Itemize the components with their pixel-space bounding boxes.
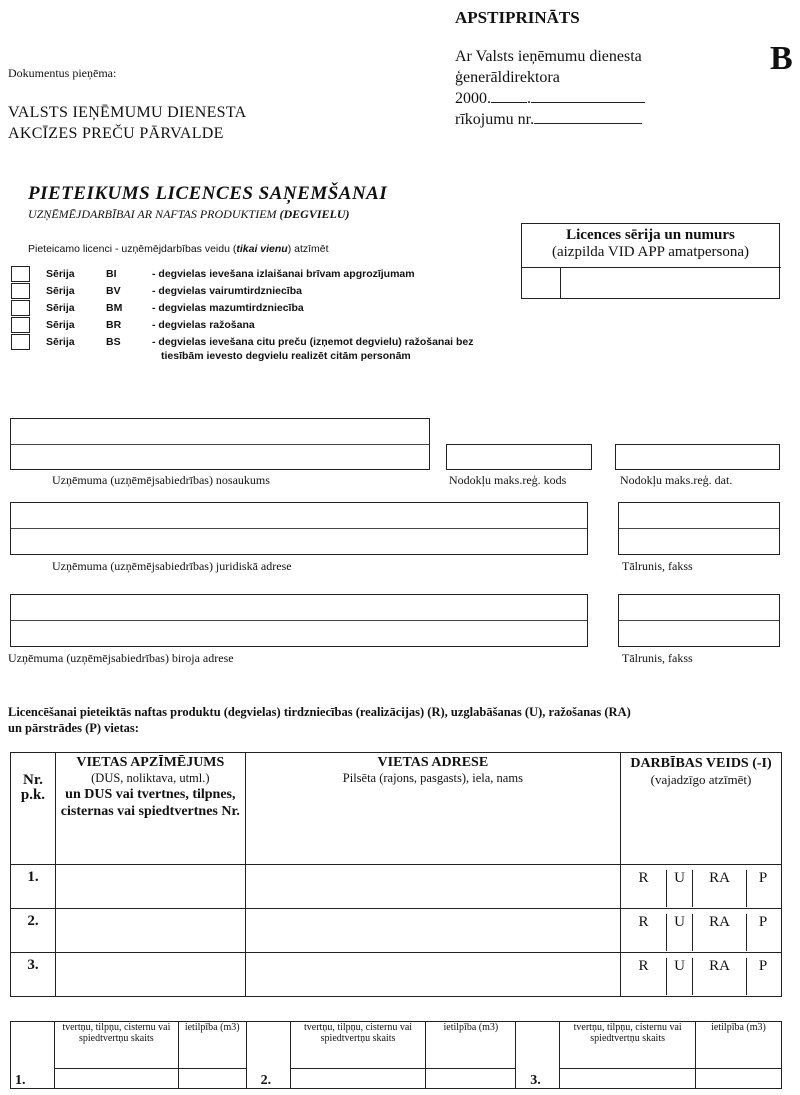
capacity-label: ietilpība (m3) [426, 1022, 516, 1069]
activity-ra[interactable]: RA [693, 870, 747, 907]
activity-p[interactable]: P [758, 958, 768, 974]
locations-header-row [11, 753, 782, 865]
phone-fax-caption-2: Tālrunis, fakss [622, 651, 693, 665]
received-by-label: Dokumentus pieņēma: [8, 66, 117, 80]
option-bs: Sērija BS - degvielas ievešana citu preču (izņemot degvielu) ražošanai bez [46, 336, 474, 348]
activity-u[interactable]: U [667, 958, 693, 995]
activity-r[interactable]: R [621, 914, 667, 951]
row-nr: 2. [11, 909, 56, 953]
approval-order-label: rīkojumu nr. [455, 111, 535, 128]
col-type-header: DARBĪBAS VEIDS (-I) (vajadzīgo atzīmēt) [620, 753, 781, 865]
approval-block [455, 46, 645, 130]
count-input-2[interactable] [290, 1069, 426, 1089]
option-bm: Sērija BM - degvielas mazumtirdzniecība [46, 302, 304, 314]
approval-order-blank[interactable] [534, 110, 642, 124]
approval-date-line: 2000. . [455, 88, 645, 109]
approval-line2: ģenerāldirektora [455, 69, 560, 86]
checkbox-series-bm[interactable] [11, 300, 30, 316]
count-input-1[interactable] [54, 1069, 178, 1089]
approval-month-blank[interactable] [531, 89, 645, 103]
tax-code-field[interactable] [446, 444, 592, 470]
row-nr: 1. [11, 865, 56, 909]
col-address-header: VIETAS ADRESE Pilsēta (rajons, pasgasts), iela, nams [245, 753, 620, 865]
office-address-caption: Uzņēmuma (uzņēmējsabiedrības) biroja adrese [8, 651, 234, 665]
approved-heading: APSTIPRINĀTS [455, 8, 580, 27]
count-nr: 2. [246, 1022, 290, 1089]
capacity-input-3[interactable] [696, 1069, 782, 1089]
activity-type-cell [620, 865, 781, 909]
agency-line2: AKCĪZES PREČU PĀRVALDE [8, 125, 224, 142]
place-cell[interactable] [55, 865, 245, 909]
agency-block [8, 102, 247, 144]
activity-ra[interactable]: RA [693, 958, 747, 995]
locations-table [10, 752, 782, 997]
row-nr: 3. [11, 953, 56, 997]
agency-line1: VALSTS IEŅĒMUMU DIENESTA [8, 104, 247, 121]
table-row [11, 865, 782, 909]
address-cell[interactable] [245, 953, 620, 997]
tax-date-caption: Nodokļu maks.reģ. dat. [620, 473, 733, 487]
license-series-field[interactable] [522, 269, 559, 298]
approval-line1: Ar Valsts ieņēmumu dienesta [455, 48, 642, 65]
phone-fax-field-1[interactable] [618, 502, 780, 555]
option-bs-continuation: tiesībām ievesto degvielu realizēt citām personām [161, 350, 411, 362]
approval-order-line [455, 109, 645, 130]
count-input-3[interactable] [560, 1069, 696, 1089]
activity-instruction: Pieteicamo licenci - uzņēmējdarbības veidu (tikai vienu) atzīmēt [28, 243, 329, 255]
counts-header-row [11, 1022, 782, 1069]
approval-year: 2000. [455, 90, 491, 107]
checkbox-series-bv[interactable] [11, 283, 30, 299]
checkbox-series-bi[interactable] [11, 266, 30, 282]
place-cell[interactable] [55, 909, 245, 953]
license-number-field[interactable] [562, 269, 779, 298]
count-nr: 1. [11, 1022, 55, 1089]
license-box-subtitle: (aizpilda VID APP amatpersona) [551, 244, 750, 260]
activity-r[interactable]: R [621, 870, 667, 907]
capacity-label: ietilpība (m3) [178, 1022, 246, 1069]
activity-p[interactable]: P [758, 914, 768, 930]
option-bv: Sērija BV - degvielas vairumtirdzniecība [46, 285, 302, 297]
locations-heading: Licencēšanai pieteiktās naftas produktu (degvielas) tirdzniecības (realizācijas) (R), uzglabāšanas (U), ražošanas (RA) un pārstrādes (P) vietas: [8, 705, 631, 735]
license-number-box [521, 223, 780, 299]
form-subtitle-paren: (DEGVIELU) [279, 207, 350, 221]
counts-input-row [11, 1069, 782, 1089]
option-br: Sērija BR - degvielas ražošana [46, 319, 255, 331]
form-subtitle [28, 207, 350, 222]
count-label: tvertņu, tilpņu, cisternu vai spiedtvertņu skaits [290, 1022, 426, 1069]
form-subtitle-text: UZŅĒMĒJDARBĪBAI AR NAFTAS PRODUKTIEM [28, 207, 277, 221]
col-place-header: VIETAS APZĪMĒJUMS (DUS, noliktava, utml.) un DUS vai tvertnes, tilpnes, cisternas vai spiedtvertnes Nr. [55, 753, 245, 865]
checkbox-series-br[interactable] [11, 317, 30, 333]
checkbox-series-bs[interactable] [11, 334, 30, 350]
legal-address-field[interactable] [10, 502, 588, 555]
company-name-caption: Uzņēmuma (uzņēmējsabiedrības) nosaukums [52, 473, 270, 487]
capacity-input-2[interactable] [426, 1069, 516, 1089]
form-title: PIETEIKUMS LICENCES SAŅEMŠANAI [28, 183, 388, 204]
activity-ra[interactable]: RA [693, 914, 747, 951]
company-name-field[interactable] [10, 418, 430, 470]
phone-fax-field-2[interactable] [618, 594, 780, 647]
capacity-input-1[interactable] [178, 1069, 246, 1089]
tax-date-field[interactable] [615, 444, 780, 470]
approval-day-blank[interactable] [491, 89, 527, 103]
activity-u[interactable]: U [667, 870, 693, 907]
count-label: tvertņu, tilpņu, cisternu vai spiedtvertņu skaits [560, 1022, 696, 1069]
address-cell[interactable] [245, 865, 620, 909]
tax-code-caption: Nodokļu maks.reģ. kods [449, 473, 567, 487]
license-box-title: Licences sērija un numurs [566, 227, 735, 243]
table-row [11, 909, 782, 953]
count-label: tvertņu, tilpņu, cisternu vai spiedtvertņu skaits [54, 1022, 178, 1069]
legal-address-caption: Uzņēmuma (uzņēmējsabiedrības) juridiskā adrese [52, 559, 292, 573]
activity-p[interactable]: P [758, 870, 768, 886]
address-cell[interactable] [245, 909, 620, 953]
activity-u[interactable]: U [667, 914, 693, 951]
activity-type-cell [620, 953, 781, 997]
phone-fax-caption-1: Tālrunis, fakss [622, 559, 693, 573]
office-address-field[interactable] [10, 594, 588, 647]
activity-type-cell [620, 909, 781, 953]
form-letter: B [770, 40, 793, 77]
activity-r[interactable]: R [621, 958, 667, 995]
place-cell[interactable] [55, 953, 245, 997]
tank-counts-table [10, 1021, 782, 1089]
count-nr: 3. [516, 1022, 560, 1089]
col-nr-header: Nr. p.k. [11, 753, 56, 865]
option-bi: Sērija BI - degvielas ievešana izlaišanai brīvam apgrozījumam [46, 268, 415, 280]
capacity-label: ietilpība (m3) [696, 1022, 782, 1069]
table-row [11, 953, 782, 997]
